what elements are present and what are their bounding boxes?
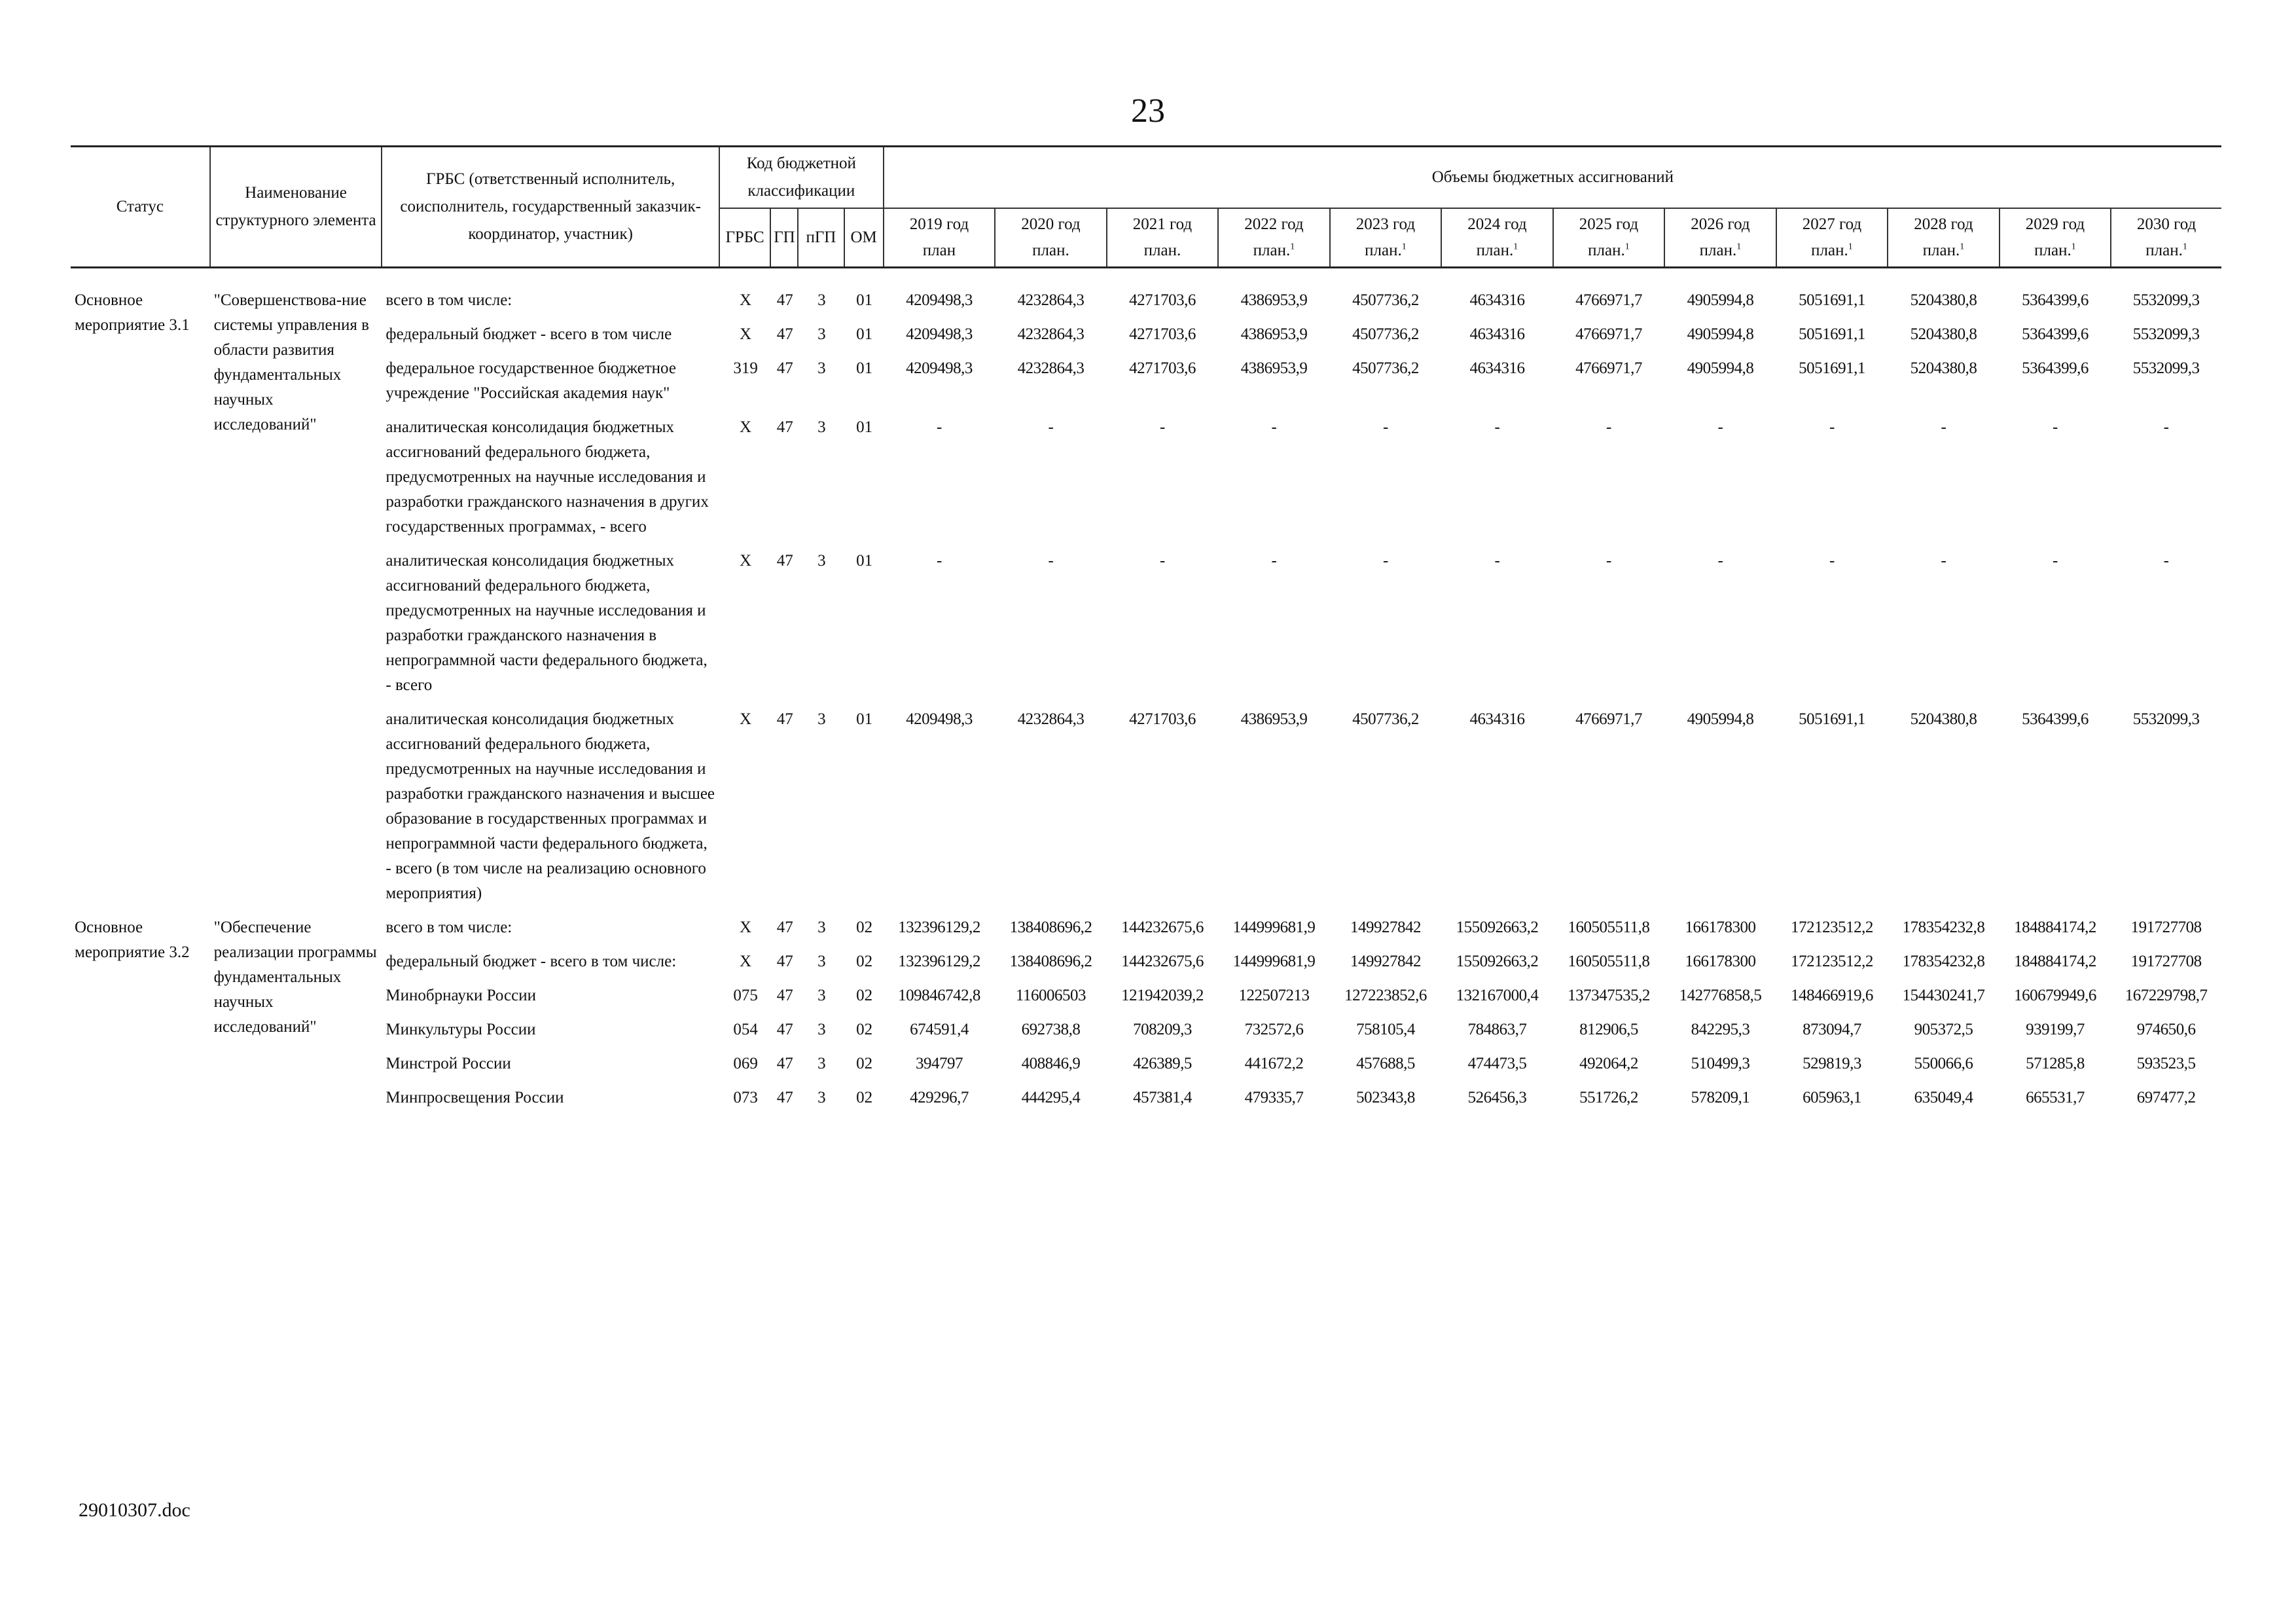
row-status: Основное мероприятие 3.2 <box>75 919 190 961</box>
code-gp: 47 <box>776 710 793 728</box>
value-cell-2022: 4386953,9 <box>1240 359 1308 377</box>
value-cell-2028: 905372,5 <box>1914 1021 1973 1038</box>
header-year-label: 2027 год <box>1802 215 1862 233</box>
value-cell-2024: 4634316 <box>1469 325 1525 343</box>
value-cell-2021: - <box>1160 418 1165 436</box>
header-budget-volumes: Объемы бюджетных ассигнований <box>884 147 2221 209</box>
header-year-sub <box>2003 238 2108 264</box>
header-year-sub-text: план. <box>1922 242 1960 259</box>
footnote-mark: 1 <box>1401 242 1407 252</box>
value-cell-2021: 121942039,2 <box>1121 987 1204 1004</box>
header-year-label: 2029 год <box>2025 215 2085 233</box>
header-year-7 <box>1664 208 1776 268</box>
value-cell-2025: 160505511,8 <box>1568 919 1650 936</box>
value-cell-2027: 5051691,1 <box>1799 359 1865 377</box>
code-gp: 47 <box>776 987 793 1004</box>
value-cell-2028: 178354232,8 <box>1902 919 1985 936</box>
value-cell-2023: 4507736,2 <box>1352 325 1419 343</box>
value-cell-2026: 842295,3 <box>1691 1021 1750 1038</box>
header-year-sub-text: план <box>922 242 956 259</box>
value-cell-2024: 155092663,2 <box>1456 919 1539 936</box>
header-budget-code: Код бюджетной классификации <box>719 147 884 209</box>
header-year-sub <box>1556 238 1662 264</box>
value-cell-2028: 550066,6 <box>1914 1055 1973 1072</box>
code-grbs: X <box>740 325 752 343</box>
table-row <box>71 707 2221 915</box>
code-pgp: 3 <box>817 325 826 343</box>
header-year-sub-text: план. <box>1588 242 1625 259</box>
code-om: 01 <box>856 291 873 309</box>
header-year-sub <box>998 238 1103 264</box>
table-row <box>71 1017 2221 1051</box>
value-cell-2029: 160679949,6 <box>2014 987 2096 1004</box>
code-om: 01 <box>856 552 873 570</box>
footnote-mark: 1 <box>1624 242 1630 252</box>
value-cell-2030: 974650,6 <box>2136 1021 2196 1038</box>
table-row <box>71 549 2221 707</box>
code-pgp: 3 <box>817 359 826 377</box>
header-code-pgp: пГП <box>798 208 844 268</box>
value-cell-2027: 172123512,2 <box>1791 953 1873 970</box>
row-description: федеральное государственное бюджетное учреждение "Российская академия наук" <box>386 359 676 402</box>
code-om: 01 <box>856 325 873 343</box>
value-cell-2020: 4232864,3 <box>1017 325 1085 343</box>
value-cell-2026: 578209,1 <box>1691 1089 1750 1106</box>
value-cell-2029: 665531,7 <box>2026 1089 2085 1106</box>
value-cell-2022: - <box>1271 418 1277 436</box>
code-pgp: 3 <box>817 418 826 436</box>
code-pgp: 3 <box>817 552 826 570</box>
value-cell-2030: 5532099,3 <box>2132 710 2200 728</box>
header-year-sub-text: план. <box>1032 242 1069 259</box>
value-cell-2028: 635049,4 <box>1914 1089 1973 1106</box>
row-description: всего в том числе: <box>386 291 512 309</box>
value-cell-2020: - <box>1048 552 1054 570</box>
value-cell-2026: 4905994,8 <box>1687 325 1754 343</box>
header-year-label: 2030 год <box>2136 215 2197 233</box>
value-cell-2022: 732572,6 <box>1244 1021 1304 1038</box>
header-year-label: 2021 год <box>1132 215 1193 233</box>
value-cell-2019: 4209498,3 <box>906 359 973 377</box>
value-cell-2021: 426389,5 <box>1133 1055 1192 1072</box>
code-gp: 47 <box>776 953 793 970</box>
value-cell-2030: 167229798,7 <box>2125 987 2208 1004</box>
code-pgp: 3 <box>817 987 826 1004</box>
value-cell-2022: 4386953,9 <box>1240 710 1308 728</box>
header-year-sub-text: план. <box>1365 242 1402 259</box>
value-cell-2019: - <box>937 552 942 570</box>
value-cell-2024: 4634316 <box>1469 710 1525 728</box>
value-cell-2021: 144232675,6 <box>1121 953 1204 970</box>
header-code-om: ОМ <box>844 208 884 268</box>
value-cell-2026: 4905994,8 <box>1687 291 1754 309</box>
value-cell-2025: 812906,5 <box>1579 1021 1638 1038</box>
value-cell-2024: 155092663,2 <box>1456 953 1539 970</box>
header-year-sub-text: план. <box>2034 242 2072 259</box>
value-cell-2027: 148466919,6 <box>1791 987 1873 1004</box>
header-year-sub <box>1891 238 1996 264</box>
row-description: аналитическая консолидация бюджетных ассигнований федерального бюджета, предусмотренных на научные исследования и разработки гражданского назначения в непрограммной части федерального бюджета, - всего <box>386 552 708 694</box>
header-year-label: 2028 год <box>1914 215 1973 233</box>
value-cell-2025: - <box>1606 418 1611 436</box>
footnote-mark: 1 <box>1960 242 1965 252</box>
value-cell-2023: 4507736,2 <box>1352 359 1419 377</box>
code-pgp: 3 <box>817 953 826 970</box>
value-cell-2025: 551726,2 <box>1579 1089 1638 1106</box>
header-year-8 <box>1776 208 1888 268</box>
header-year-sub-text: план. <box>1253 242 1291 259</box>
header-year-label: 2022 год <box>1244 215 1304 233</box>
value-cell-2027: 873094,7 <box>1803 1021 1861 1038</box>
code-pgp: 3 <box>817 291 826 309</box>
value-cell-2019: - <box>937 418 942 436</box>
header-grbs-description: ГРБС (ответственный исполнитель, соисполнитель, государственный заказчик-координатор, участник) <box>382 147 719 268</box>
footnote-mark: 1 <box>1290 242 1295 252</box>
value-cell-2028: 5204380,8 <box>1910 325 1977 343</box>
value-cell-2019: 4209498,3 <box>906 710 973 728</box>
row-description: аналитическая консолидация бюджетных ассигнований федерального бюджета, предусмотренных на научные исследования и разработки гражданского назначения и высшее образование в государственных программах и непрограммной части федерального бюджета, - всего (в том числе на реализацию основного мероприятия) <box>386 710 715 902</box>
value-cell-2021: 4271703,6 <box>1129 291 1196 309</box>
value-cell-2022: 4386953,9 <box>1240 291 1308 309</box>
code-om: 01 <box>856 710 873 728</box>
value-cell-2023: - <box>1383 552 1388 570</box>
header-year-sub <box>1780 238 1885 264</box>
value-cell-2025: 4766971,7 <box>1575 710 1642 728</box>
code-gp: 47 <box>776 919 793 936</box>
row-description: аналитическая консолидация бюджетных ассигнований федерального бюджета, предусмотренных на научные исследования и разработки гражданского назначения в других государственных программах, - всего <box>386 418 709 536</box>
code-grbs: X <box>740 418 752 436</box>
value-cell-2021: 4271703,6 <box>1129 359 1196 377</box>
value-cell-2023: 4507736,2 <box>1352 710 1419 728</box>
value-cell-2030: - <box>2163 418 2169 436</box>
header-year-sub <box>1333 238 1439 264</box>
table-row <box>71 356 2221 415</box>
value-cell-2022: - <box>1271 552 1277 570</box>
code-om: 02 <box>856 919 873 936</box>
row-description: Минобрнауки России <box>386 987 536 1004</box>
value-cell-2030: 593523,5 <box>2136 1055 2196 1072</box>
value-cell-2021: 708209,3 <box>1133 1021 1192 1038</box>
header-code-grbs: ГРБС <box>719 208 770 268</box>
code-grbs: X <box>740 710 752 728</box>
value-cell-2022: 144999681,9 <box>1232 953 1316 970</box>
header-year-label: 2025 год <box>1579 215 1639 233</box>
value-cell-2028: - <box>1941 418 1946 436</box>
value-cell-2020: - <box>1048 418 1054 436</box>
value-cell-2022: 441672,2 <box>1244 1055 1304 1072</box>
value-cell-2025: 4766971,7 <box>1575 359 1642 377</box>
value-cell-2024: 4634316 <box>1469 359 1525 377</box>
code-gp: 47 <box>776 552 793 570</box>
footer-file-name: 29010307.doc <box>79 1499 190 1521</box>
code-grbs: 073 <box>733 1089 758 1106</box>
value-cell-2030: 5532099,3 <box>2132 359 2200 377</box>
value-cell-2028: 178354232,8 <box>1902 953 1985 970</box>
value-cell-2029: 939199,7 <box>2026 1021 2085 1038</box>
code-om: 02 <box>856 987 873 1004</box>
value-cell-2024: 4634316 <box>1469 291 1525 309</box>
value-cell-2026: 142776858,5 <box>1679 987 1762 1004</box>
code-om: 01 <box>856 359 873 377</box>
header-year-sub <box>1110 238 1215 264</box>
header-year-label: 2026 год <box>1691 215 1750 233</box>
value-cell-2022: 122507213 <box>1238 987 1310 1004</box>
header-year-sub-text: план. <box>1811 242 1848 259</box>
code-pgp: 3 <box>817 1021 826 1038</box>
value-cell-2025: - <box>1606 552 1611 570</box>
value-cell-2021: - <box>1160 552 1165 570</box>
value-cell-2023: 457688,5 <box>1356 1055 1415 1072</box>
header-year-sub-text: план. <box>2145 242 2183 259</box>
row-description: Минпросвещения России <box>386 1089 564 1106</box>
table-row <box>71 1051 2221 1085</box>
code-om: 02 <box>856 953 873 970</box>
table-row <box>71 415 2221 549</box>
code-grbs: X <box>740 552 752 570</box>
value-cell-2024: - <box>1494 552 1500 570</box>
value-cell-2019: 429296,7 <box>910 1089 969 1106</box>
value-cell-2024: 474473,5 <box>1467 1055 1527 1072</box>
value-cell-2021: 144232675,6 <box>1121 919 1204 936</box>
value-cell-2025: 492064,2 <box>1579 1055 1638 1072</box>
value-cell-2030: - <box>2163 552 2169 570</box>
code-grbs: 069 <box>733 1055 758 1072</box>
value-cell-2026: 4905994,8 <box>1687 710 1754 728</box>
header-element-name: Наименование структурного элемента <box>210 147 382 268</box>
value-cell-2019: 394797 <box>915 1055 963 1072</box>
value-cell-2028: 5204380,8 <box>1910 710 1977 728</box>
header-year-2 <box>1107 208 1219 268</box>
code-pgp: 3 <box>817 1089 826 1106</box>
code-gp: 47 <box>776 1021 793 1038</box>
value-cell-2030: 5532099,3 <box>2132 325 2200 343</box>
header-year-6 <box>1553 208 1665 268</box>
header-year-sub <box>887 238 992 264</box>
header-year-3 <box>1218 208 1330 268</box>
value-cell-2030: 697477,2 <box>2136 1089 2196 1106</box>
code-pgp: 3 <box>817 1055 826 1072</box>
value-cell-2022: 144999681,9 <box>1232 919 1316 936</box>
table-row <box>71 949 2221 983</box>
row-description: федеральный бюджет - всего в том числе: <box>386 953 677 970</box>
value-cell-2024: - <box>1494 418 1500 436</box>
value-cell-2019: 4209498,3 <box>906 291 973 309</box>
code-gp: 47 <box>776 325 793 343</box>
value-cell-2027: - <box>1829 552 1835 570</box>
row-description: Минкультуры России <box>386 1021 536 1038</box>
value-cell-2029: 184884174,2 <box>2014 919 2096 936</box>
table-row <box>71 322 2221 356</box>
value-cell-2029: - <box>2053 552 2058 570</box>
value-cell-2026: 166178300 <box>1685 919 1756 936</box>
value-cell-2026: 510499,3 <box>1691 1055 1750 1072</box>
code-gp: 47 <box>776 359 793 377</box>
value-cell-2030: 5532099,3 <box>2132 291 2200 309</box>
header-year-10 <box>2000 208 2111 268</box>
value-cell-2026: - <box>1717 552 1723 570</box>
header-year-sub-text: план. <box>1699 242 1737 259</box>
code-om: 02 <box>856 1055 873 1072</box>
value-cell-2024: 526456,3 <box>1467 1089 1527 1106</box>
table-row <box>71 983 2221 1017</box>
header-year-1 <box>995 208 1107 268</box>
value-cell-2019: 4209498,3 <box>906 325 973 343</box>
code-grbs: X <box>740 291 752 309</box>
code-grbs: 054 <box>733 1021 758 1038</box>
value-cell-2029: 571285,8 <box>2026 1055 2085 1072</box>
code-om: 02 <box>856 1021 873 1038</box>
header-year-label: 2023 год <box>1355 215 1416 233</box>
value-cell-2027: 5051691,1 <box>1799 325 1865 343</box>
header-year-4 <box>1330 208 1442 268</box>
value-cell-2023: 758105,4 <box>1356 1021 1415 1038</box>
value-cell-2023: 502343,8 <box>1356 1089 1415 1106</box>
code-grbs: X <box>740 953 752 970</box>
value-cell-2028: - <box>1941 552 1946 570</box>
header-code-gp: ГП <box>770 208 798 268</box>
code-gp: 47 <box>776 1089 793 1106</box>
code-gp: 47 <box>776 291 793 309</box>
spacer-row <box>71 268 2221 289</box>
table-row <box>71 915 2221 949</box>
row-element-name: "Обеспечение реализации программы фундаментальных научных исследований" <box>213 919 377 1036</box>
header-year-sub-text: план. <box>1476 242 1514 259</box>
value-cell-2026: 4905994,8 <box>1687 359 1754 377</box>
value-cell-2029: 5364399,6 <box>2022 325 2089 343</box>
value-cell-2027: - <box>1829 418 1835 436</box>
code-om: 01 <box>856 418 873 436</box>
header-year-sub-text: план. <box>1143 242 1181 259</box>
value-cell-2028: 5204380,8 <box>1910 359 1977 377</box>
row-description: федеральный бюджет - всего в том числе <box>386 325 672 343</box>
value-cell-2023: 149927842 <box>1350 919 1421 936</box>
value-cell-2021: 4271703,6 <box>1129 325 1196 343</box>
code-pgp: 3 <box>817 710 826 728</box>
value-cell-2020: 408846,9 <box>1021 1055 1081 1072</box>
value-cell-2029: 5364399,6 <box>2022 359 2089 377</box>
code-grbs: 319 <box>733 359 758 377</box>
header-year-0 <box>884 208 996 268</box>
header-year-11 <box>2111 208 2221 268</box>
code-gp: 47 <box>776 418 793 436</box>
code-grbs: X <box>740 919 752 936</box>
value-cell-2028: 154430241,7 <box>1902 987 1985 1004</box>
code-grbs: 075 <box>733 987 758 1004</box>
value-cell-2019: 132396129,2 <box>898 953 980 970</box>
code-pgp: 3 <box>817 919 826 936</box>
value-cell-2024: 132167000,4 <box>1456 987 1539 1004</box>
value-cell-2020: 116006503 <box>1015 987 1086 1004</box>
value-cell-2022: 4386953,9 <box>1240 325 1308 343</box>
value-cell-2020: 444295,4 <box>1021 1089 1081 1106</box>
row-description: Минстрой России <box>386 1055 511 1072</box>
header-year-sub <box>1444 238 1550 264</box>
value-cell-2027: 529819,3 <box>1803 1055 1861 1072</box>
header-year-label: 2024 год <box>1467 215 1527 233</box>
value-cell-2027: 172123512,2 <box>1791 919 1873 936</box>
value-cell-2021: 4271703,6 <box>1129 710 1196 728</box>
value-cell-2020: 138408696,2 <box>1009 919 1092 936</box>
table-row <box>71 1085 2221 1120</box>
value-cell-2029: 184884174,2 <box>2014 953 2096 970</box>
value-cell-2020: 138408696,2 <box>1009 953 1092 970</box>
value-cell-2025: 137347535,2 <box>1568 987 1650 1004</box>
header-year-label: 2020 год <box>1021 215 1081 233</box>
header-year-5 <box>1441 208 1553 268</box>
code-om: 02 <box>856 1089 873 1106</box>
table-row <box>71 288 2221 322</box>
header-year-9 <box>1888 208 2000 268</box>
page-number: 23 <box>1131 92 1165 130</box>
value-cell-2029: - <box>2053 418 2058 436</box>
table-body <box>71 268 2221 1120</box>
header-year-sub <box>1668 238 1773 264</box>
value-cell-2027: 605963,1 <box>1803 1089 1861 1106</box>
value-cell-2027: 5051691,1 <box>1799 710 1865 728</box>
header-year-sub <box>1221 238 1327 264</box>
value-cell-2025: 4766971,7 <box>1575 291 1642 309</box>
value-cell-2024: 784863,7 <box>1467 1021 1527 1038</box>
header-year-sub <box>2114 238 2219 264</box>
value-cell-2026: - <box>1717 418 1723 436</box>
value-cell-2027: 5051691,1 <box>1799 291 1865 309</box>
value-cell-2020: 4232864,3 <box>1017 710 1085 728</box>
footnote-mark: 1 <box>2071 242 2076 252</box>
value-cell-2023: 4507736,2 <box>1352 291 1419 309</box>
value-cell-2020: 4232864,3 <box>1017 359 1085 377</box>
value-cell-2019: 109846742,8 <box>898 987 980 1004</box>
value-cell-2023: 149927842 <box>1350 953 1421 970</box>
value-cell-2030: 191727708 <box>2130 919 2202 936</box>
value-cell-2025: 4766971,7 <box>1575 325 1642 343</box>
value-cell-2029: 5364399,6 <box>2022 710 2089 728</box>
footnote-mark: 1 <box>2182 242 2187 252</box>
value-cell-2023: 127223852,6 <box>1344 987 1427 1004</box>
value-cell-2026: 166178300 <box>1685 953 1756 970</box>
value-cell-2028: 5204380,8 <box>1910 291 1977 309</box>
row-element-name: "Совершенствова-ние системы управления в области развития фундаментальных научных исследований" <box>213 291 369 433</box>
row-description: всего в том числе: <box>386 919 512 936</box>
budget-table <box>71 145 2221 1120</box>
footnote-mark: 1 <box>1848 242 1853 252</box>
value-cell-2023: - <box>1383 418 1388 436</box>
footnote-mark: 1 <box>1513 242 1518 252</box>
code-gp: 47 <box>776 1055 793 1072</box>
value-cell-2021: 457381,4 <box>1133 1089 1192 1106</box>
value-cell-2020: 692738,8 <box>1021 1021 1081 1038</box>
value-cell-2022: 479335,7 <box>1244 1089 1304 1106</box>
header-status: Статус <box>71 147 210 268</box>
value-cell-2019: 674591,4 <box>910 1021 969 1038</box>
value-cell-2030: 191727708 <box>2130 953 2202 970</box>
value-cell-2019: 132396129,2 <box>898 919 980 936</box>
value-cell-2025: 160505511,8 <box>1568 953 1650 970</box>
footnote-mark: 1 <box>1736 242 1742 252</box>
value-cell-2020: 4232864,3 <box>1017 291 1085 309</box>
value-cell-2029: 5364399,6 <box>2022 291 2089 309</box>
header-year-label: 2019 год <box>909 215 969 233</box>
row-status: Основное мероприятие 3.1 <box>75 291 190 334</box>
